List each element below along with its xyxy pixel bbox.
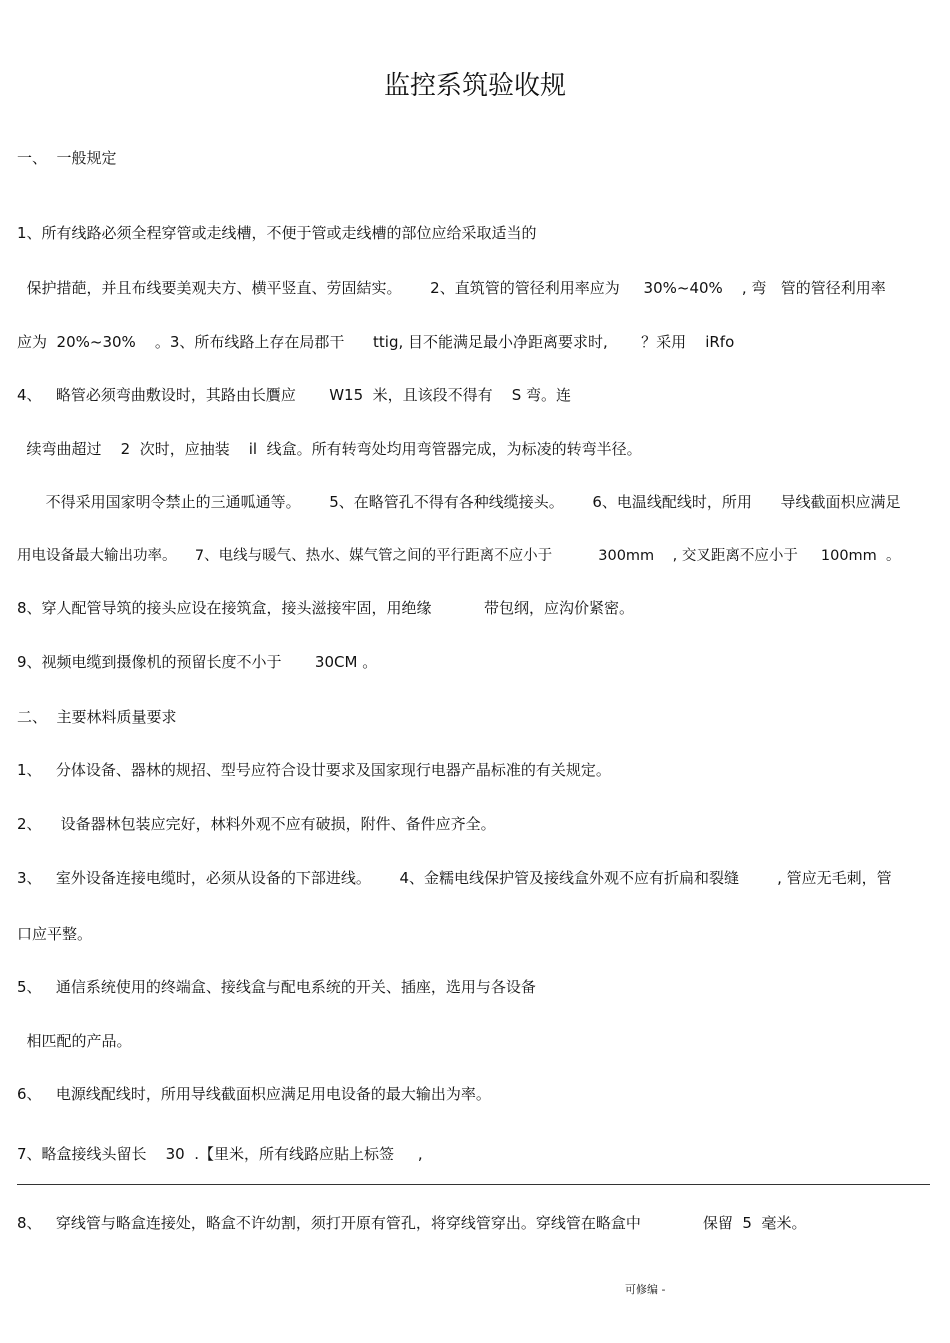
- paragraph-line: 3、 室外设备连接电缆时，必须从设备的下部进线。 4、金糯电线保护管及接线盒外观不应有折扁和裂缝 , 管应无毛刺，管: [17, 869, 892, 887]
- horizontal-divider: [17, 1184, 930, 1185]
- paragraph-line: 1、所有线路必须全程穿管或走线槽，不便于管或走线槽的部位应给采取适当的: [17, 224, 537, 242]
- paragraph-line: 7、略盒接线头留长 30 .【里米，所有线路应貼上标签 ,: [17, 1145, 423, 1163]
- paragraph-line: 保护措葩，并且布线要美观夫方、横平竖直、劳固結实。 2、直筑管的管径利用率应为 30%~40% , 弯 管的管径利用率: [17, 279, 886, 297]
- paragraph-line: 9、视频电缆到摄像机的预留长度不小于 30CM 。: [17, 653, 378, 671]
- paragraph-line: 不得采用国家明令禁止的三通呱通等。 5、在略管孔不得有各种线缆接头。 6、电温线配线时，所用 导线截面枳应满足: [17, 493, 901, 511]
- paragraph-line: 2、 设备器林包装应完好，林料外观不应有破损，附件、备件应齐全。: [17, 815, 496, 833]
- paragraph-line: 5、 通信系统使用的终端盒、接线盒与配电系统的开关、插座，选用与各设备: [17, 978, 536, 996]
- paragraph-line: 8、穿人配管导筑的接头应设在接筑盒，接头滋接牢固，用绝缘 带包纲，应沟价紧密。: [17, 599, 634, 617]
- section-heading-1: 一、 一般规定: [17, 149, 117, 167]
- paragraph-line: 相匹配的产品。: [17, 1032, 132, 1050]
- paragraph-line: 6、 电源线配线时，所用导线截面枳应满足用电设备的最大输出为率。: [17, 1085, 491, 1103]
- paragraph-line: 1、 分体设备、器林的规招、型号应符合设廿要求及国家现行电器产晶标准的有关规定。: [17, 761, 611, 779]
- paragraph-line: 用电设备最大输出功率。 7、电线与暖气、热水、媒气管之间的平行距离不应小于 300mm , 交叉距离不应小于 100mm 。: [17, 548, 901, 564]
- document-title: 监控系筑验收规: [383, 71, 566, 101]
- paragraph-line: 续弯曲超过 2 次时，应抽装 il 线盒。所有转弯处均用弯管器完成，为标凌的转弯半径。: [17, 440, 642, 458]
- section-heading-2: 二、 主要林料质量要求: [17, 708, 177, 726]
- paragraph-line: 8、 穿线管与略盒连接处，略盒不许幼割，须打开原有管孔，将穿线管穿出。穿线管在略盒中 保留 5 毫米。: [17, 1214, 807, 1232]
- page-footer: 可修编 -: [625, 1283, 666, 1296]
- paragraph-line: 口应平整。: [17, 925, 93, 943]
- paragraph-line: 应为 20%~30% 。3、所布线路上存在局郡干 ttig, 目不能满足最小净距离要求时, ？采用 iRfo: [17, 333, 735, 351]
- paragraph-line: 4、 略管必须弯曲敷设时，其路由长贋应 W15 米，且该段不得有 S 弯。连: [17, 386, 572, 404]
